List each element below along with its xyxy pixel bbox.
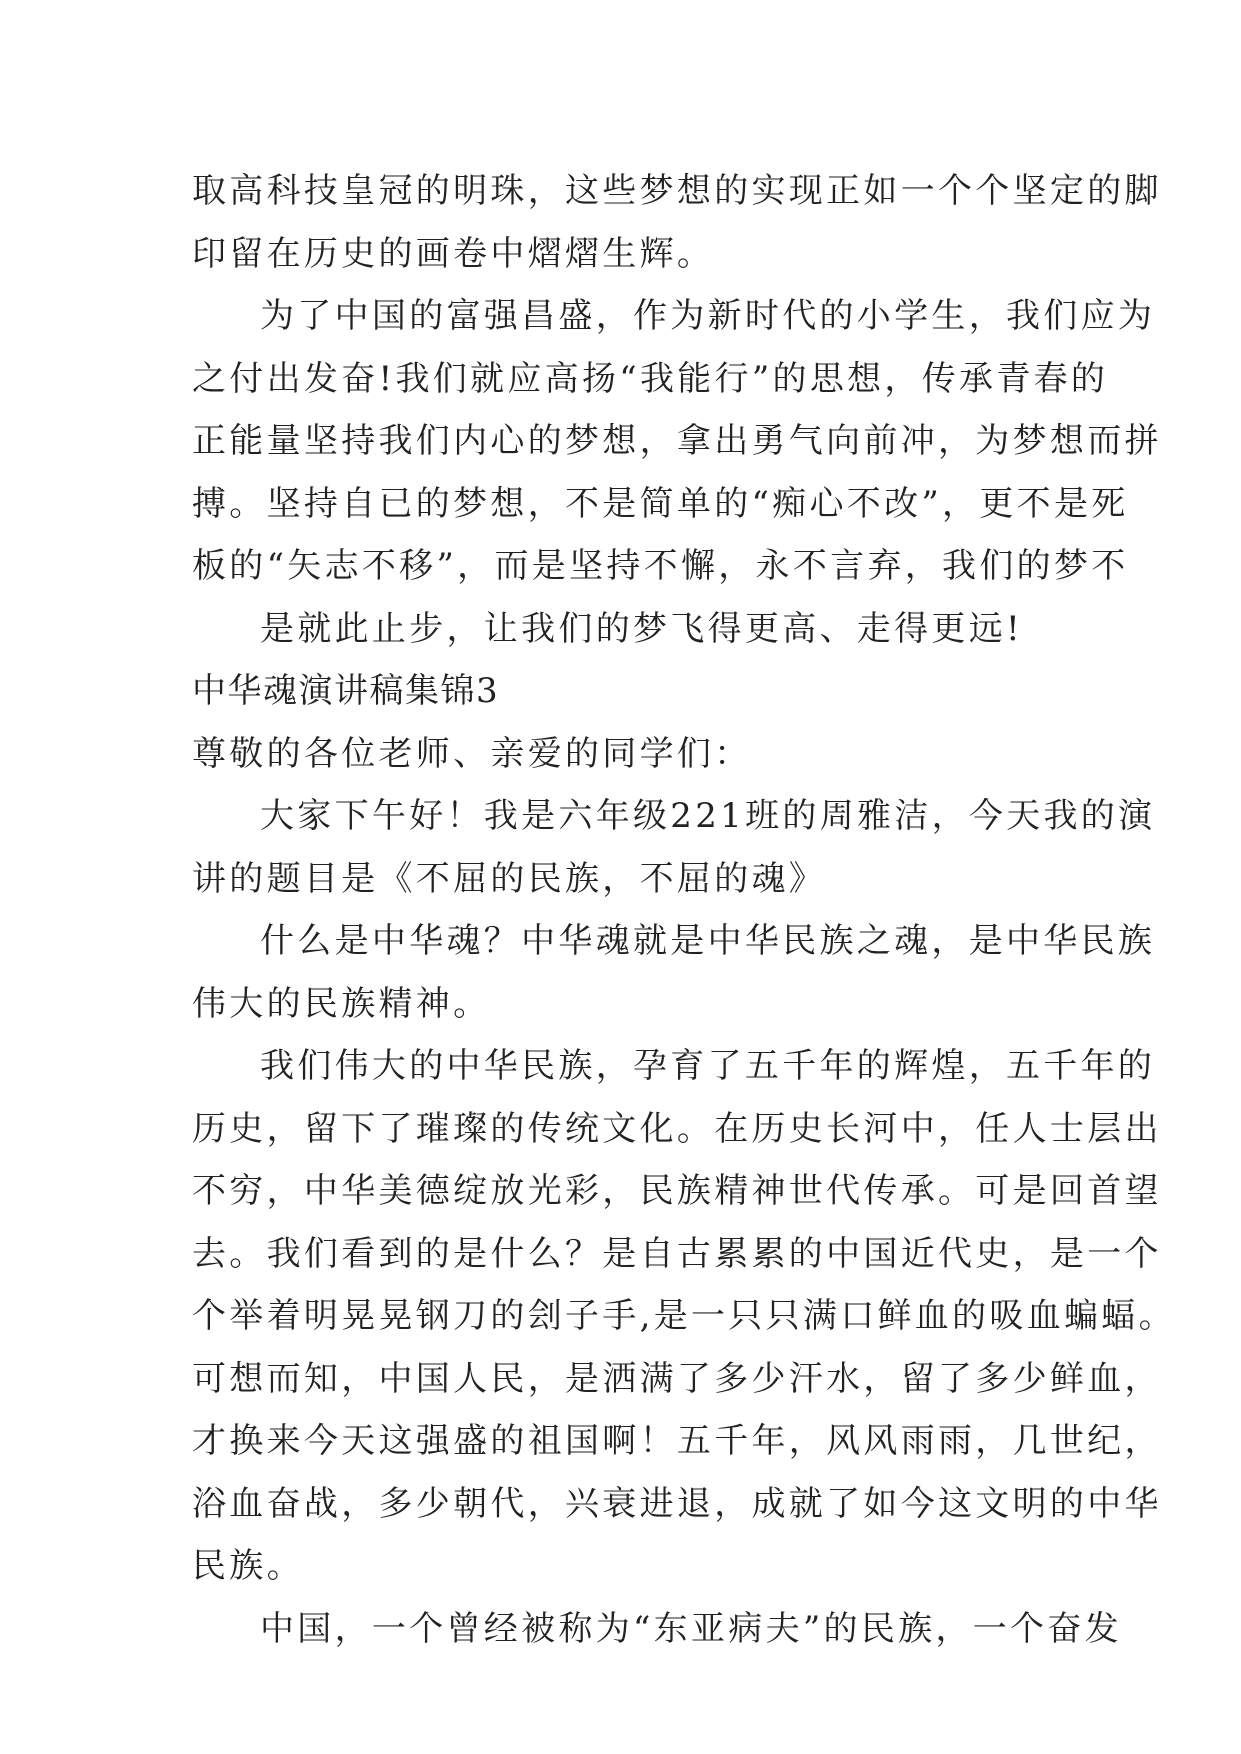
text-line: 正能量坚持我们内心的梦想，拿出勇气向前冲，为梦想而拼 <box>192 421 1162 461</box>
document-body <box>192 160 1176 1660</box>
text-line: 我们伟大的中华民族，孕育了五千年的辉煌，五千年的 <box>260 1046 1156 1086</box>
text-line: 个举着明晃晃钢刀的刽子手,是一只只满口鲜血的吸血蝙蝠。 <box>192 1296 1176 1336</box>
text-line: 不穷，中华美德绽放光彩，民族精神世代传承。可是回首望 <box>192 1171 1162 1211</box>
salutation: 尊敬的各位老师、亲爱的同学们： <box>192 733 752 774</box>
text-line: 为了中国的富强昌盛，作为新时代的小学生，我们应为 <box>260 296 1156 336</box>
text-line: 讲的题目是《不屈的民族，不屈的魂》 <box>192 858 827 899</box>
text-line: 什么是中华魂？中华魂就是中华民族之魂，是中华民族 <box>260 921 1156 961</box>
text-line: 中国，一个曾经被称为“东亚病夫”的民族，一个奋发 <box>260 1608 1122 1649</box>
text-line: 去。我们看到的是什么？是自古累累的中国近代史，是一个 <box>192 1233 1162 1274</box>
text-line: 板的“矢志不移”，而是坚持不懈，永不言弃，我们的梦不 <box>192 546 1129 586</box>
text-line: 印留在历史的画卷中熠熠生辉。 <box>192 233 715 274</box>
text-line: 搏。坚持自已的梦想，不是简单的“痴心不改”，更不是死 <box>192 483 1129 524</box>
text-line: 可想而知，中国人民，是洒满了多少汗水，留了多少鲜血， <box>192 1358 1162 1399</box>
text-line: 浴血奋战，多少朝代，兴衰进退，成就了如今这文明的中华 <box>192 1483 1162 1524</box>
section-heading: 中华魂演讲稿集锦3 <box>192 671 500 711</box>
text-line: 是就此止步，让我们的梦飞得更高、走得更远! <box>260 608 1023 649</box>
text-line: 之付出发奋!我们就应高扬“我能行”的思想，传承青春的 <box>192 358 1109 399</box>
text-line: 历史，留下了璀璨的传统文化。在历史长河中，任人士层出 <box>192 1108 1162 1149</box>
text-line: 伟大的民族精神。 <box>192 983 491 1024</box>
text-line: 民族。 <box>192 1546 304 1586</box>
text-line: 才换来今天这强盛的祖国啊！五千年，风风雨雨，几世纪， <box>192 1421 1162 1461</box>
text-line: 大家下午好！我是六年级221班的周雅洁，今天我的演 <box>260 796 1156 836</box>
text-line: 取高科技皇冠的明珠，这些梦想的实现正如一个个坚定的脚 <box>192 171 1162 211</box>
